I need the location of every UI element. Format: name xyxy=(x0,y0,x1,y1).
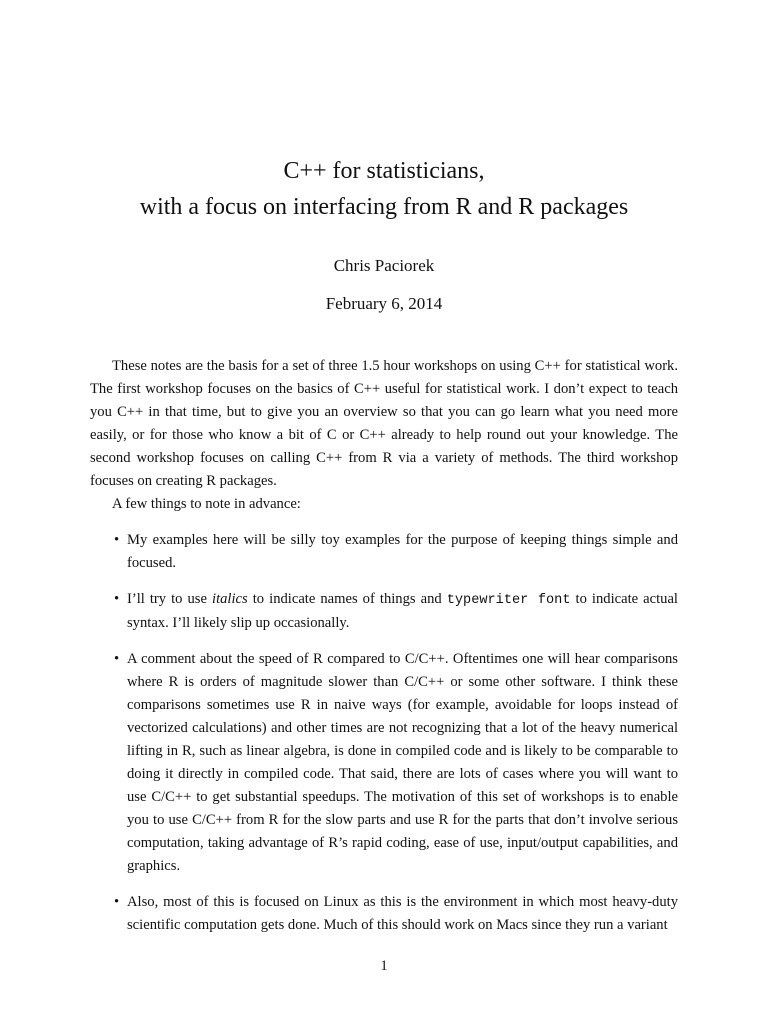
list-item xyxy=(90,891,678,937)
document-date: February 6, 2014 xyxy=(325,294,443,313)
list-item xyxy=(90,588,678,635)
bullet-icon: • xyxy=(114,894,120,910)
bullet-text: My examples here will be silly toy examples for the purpose of keeping things simple and focused. xyxy=(127,532,678,571)
typewriter-example: typewriter font xyxy=(446,593,571,608)
title-block xyxy=(0,153,768,225)
author-name: Chris Paciorek xyxy=(333,256,435,275)
bullet-icon: • xyxy=(114,532,120,548)
bullet-text: A comment about the speed of R compared to C/C++. Oftentimes one will hear comparisons where R is orders of magnitude slower than C/C++ or some other software. I think these comparisons sometimes use R in naive ways (for example, avoidable for loops instead of vectorized calculations) and other times are not recognizing that a lot of the heavy numerical lifting in R, such as linear algebra, is done in compiled code and is likely to be comparable to doing it directly in compiled code. That said, there are lots of cases where you will want to use C/C++ to get substantial speedups. The motivation of this set of workshops is to enable you to use C/C++ from R for the slow parts and use R for the parts that don’t involve serious computation, taking advantage of R’s rapid coding, ease of use, input/output capabilities, and graphics. xyxy=(127,651,678,874)
advance-note: A few things to note in advance: xyxy=(112,496,301,512)
bullet-icon: • xyxy=(114,591,120,607)
bullet-list xyxy=(90,529,678,937)
bullet-text-part: I’ll try to use xyxy=(127,591,213,607)
list-item xyxy=(90,648,678,878)
title-line-2: with a focus on interfacing from R and R packages xyxy=(139,194,629,220)
body-text xyxy=(90,355,678,950)
bullet-text-part: to indicate actual syntax. I’ll likely slip up occasionally. xyxy=(127,591,678,631)
intro-paragraph: These notes are the basis for a set of three 1.5 hour workshops on using C++ for statistical work. The first workshop focuses on the basics of C++ useful for statistical work. I don’t expect to teach you C++ in that time, but to give you an overview so that you can go learn what you need more easily, or for those who know a bit of C or C++ already to help round out your knowledge. The second workshop focuses on calling C++ from R via a variety of methods. The third workshop focuses on creating R packages. xyxy=(90,358,678,489)
bullet-text: Also, most of this is focused on Linux as this is the environment in which most heavy-duty scientific computation gets done. Much of this should work on Macs since they run a variant xyxy=(127,894,678,933)
bullet-text-part: to indicate names of things and xyxy=(247,591,447,607)
page-number: 1 xyxy=(380,958,388,974)
bullet-icon: • xyxy=(114,651,120,667)
italic-example: italics xyxy=(212,591,248,607)
list-item xyxy=(90,529,678,575)
title-line-1: C++ for statisticians, xyxy=(283,158,485,184)
